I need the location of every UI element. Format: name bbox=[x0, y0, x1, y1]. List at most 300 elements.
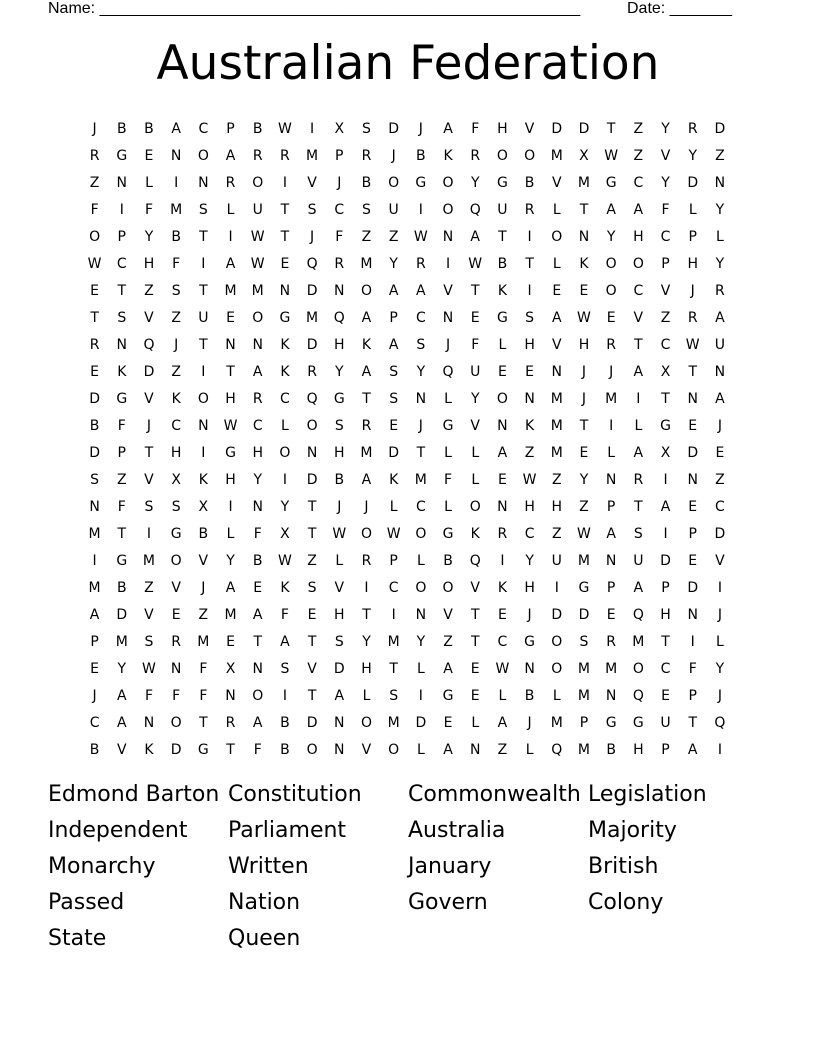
grid-cell: L bbox=[145, 174, 153, 191]
grid-cell: D bbox=[415, 714, 427, 731]
grid-cell: J bbox=[146, 417, 152, 434]
grid-cell: O bbox=[496, 147, 508, 164]
grid-cell: A bbox=[225, 579, 236, 596]
header-line bbox=[48, 0, 748, 20]
grid-cell: I bbox=[554, 579, 559, 596]
grid-cell: S bbox=[198, 201, 208, 218]
word-list-item: Parliament bbox=[228, 818, 347, 844]
grid-cell: I bbox=[282, 471, 287, 488]
grid-cell: O bbox=[632, 660, 644, 677]
grid-cell: S bbox=[416, 336, 426, 353]
grid-cell: K bbox=[280, 579, 290, 596]
grid-cell: H bbox=[551, 498, 563, 515]
grid-cell: T bbox=[199, 336, 208, 353]
grid-cell: D bbox=[89, 390, 100, 407]
grid-cell: Z bbox=[579, 498, 589, 515]
grid-cell: T bbox=[661, 633, 670, 650]
grid-cell: A bbox=[225, 255, 236, 272]
grid-cell: V bbox=[361, 741, 372, 758]
grid-cell: A bbox=[116, 687, 127, 704]
grid-cell: Y bbox=[606, 228, 616, 245]
grid-cell: A bbox=[388, 282, 399, 299]
grid-cell: F bbox=[688, 660, 697, 677]
grid-cell: D bbox=[714, 120, 726, 137]
grid-cell: R bbox=[633, 471, 644, 488]
grid-cell: Y bbox=[144, 228, 154, 245]
grid-cell: T bbox=[688, 714, 697, 731]
grid-cell: T bbox=[389, 660, 398, 677]
grid-cell: P bbox=[389, 552, 398, 569]
grid-cell: O bbox=[252, 174, 264, 191]
grid-cell: B bbox=[252, 552, 263, 569]
grid-cell: N bbox=[116, 336, 128, 353]
grid-cell: H bbox=[633, 228, 644, 245]
grid-cell: B bbox=[144, 120, 154, 137]
grid-cell: O bbox=[442, 201, 454, 218]
grid-cell: M bbox=[306, 147, 319, 164]
grid-cell: I bbox=[92, 552, 97, 569]
grid-cell: R bbox=[687, 120, 698, 137]
grid-cell: D bbox=[687, 444, 699, 461]
grid-cell: L bbox=[335, 552, 344, 569]
grid-cell: R bbox=[606, 633, 617, 650]
grid-cell: T bbox=[199, 282, 208, 299]
grid-cell: U bbox=[388, 201, 399, 218]
grid-cell: O bbox=[360, 714, 372, 731]
grid-cell: G bbox=[442, 687, 454, 704]
grid-cell: V bbox=[660, 147, 671, 164]
grid-cell: V bbox=[470, 417, 480, 434]
grid-cell: L bbox=[444, 444, 452, 461]
grid-cell: J bbox=[527, 714, 532, 731]
word-list-item: Written bbox=[228, 853, 309, 879]
grid-cell: Z bbox=[388, 228, 399, 245]
grid-cell: D bbox=[170, 741, 182, 758]
grid-cell: Z bbox=[307, 552, 317, 569]
grid-cell: U bbox=[470, 363, 481, 380]
grid-cell: H bbox=[361, 660, 372, 677]
grid-cell: F bbox=[444, 471, 453, 488]
grid-cell: S bbox=[362, 201, 371, 218]
grid-cell: X bbox=[171, 471, 181, 488]
grid-cell: A bbox=[633, 444, 644, 461]
grid-cell: M bbox=[550, 417, 563, 434]
grid-cell: D bbox=[578, 120, 590, 137]
grid-cell: P bbox=[117, 444, 126, 461]
grid-cell: H bbox=[633, 741, 644, 758]
grid-cell: P bbox=[389, 309, 398, 326]
grid-cell: D bbox=[306, 282, 318, 299]
grid-cell: R bbox=[252, 390, 263, 407]
grid-cell: A bbox=[715, 390, 725, 407]
grid-cell: N bbox=[605, 552, 617, 569]
grid-cell: B bbox=[524, 687, 535, 704]
grid-cell: C bbox=[660, 336, 671, 353]
grid-cell: I bbox=[636, 390, 641, 407]
grid-cell: E bbox=[579, 444, 589, 461]
grid-cell: F bbox=[280, 606, 289, 623]
grid-cell: A bbox=[715, 309, 725, 326]
grid-cell: V bbox=[551, 336, 562, 353]
grid-cell: R bbox=[225, 174, 236, 191]
grid-cell: E bbox=[497, 606, 507, 623]
grid-cell: S bbox=[389, 363, 399, 380]
grid-cell: O bbox=[551, 228, 563, 245]
grid-cell: X bbox=[660, 444, 671, 461]
grid-cell: K bbox=[470, 525, 480, 542]
grid-cell: Q bbox=[143, 336, 155, 353]
grid-cell: A bbox=[252, 363, 263, 380]
grid-cell: O bbox=[360, 282, 372, 299]
grid-cell: S bbox=[171, 282, 181, 299]
grid-cell: L bbox=[498, 687, 507, 704]
grid-cell: O bbox=[388, 741, 400, 758]
grid-cell: Z bbox=[660, 309, 671, 326]
grid-cell: B bbox=[116, 120, 127, 137]
grid-cell: T bbox=[199, 228, 208, 245]
grid-cell: R bbox=[171, 633, 182, 650]
grid-cell: J bbox=[364, 498, 369, 515]
grid-cell: M bbox=[550, 714, 563, 731]
grid-cell: G bbox=[170, 525, 182, 542]
grid-cell: R bbox=[361, 417, 372, 434]
grid-cell: J bbox=[527, 606, 532, 623]
grid-cell: F bbox=[335, 228, 344, 245]
grid-cell: F bbox=[144, 201, 153, 218]
grid-cell: L bbox=[552, 687, 561, 704]
grid-cell: F bbox=[172, 687, 181, 704]
grid-cell: G bbox=[605, 174, 617, 191]
grid-cell: Q bbox=[714, 714, 726, 731]
grid-cell: M bbox=[387, 714, 400, 731]
grid-cell: Z bbox=[443, 633, 453, 650]
grid-cell: P bbox=[90, 633, 99, 650]
grid-cell: I bbox=[717, 579, 722, 596]
grid-cell: N bbox=[143, 714, 155, 731]
grid-cell: C bbox=[334, 201, 345, 218]
grid-cell: E bbox=[226, 309, 235, 326]
grid-cell: R bbox=[225, 714, 236, 731]
grid-cell: A bbox=[388, 336, 399, 353]
grid-cell: P bbox=[688, 228, 697, 245]
grid-cell: F bbox=[471, 120, 480, 137]
grid-cell: G bbox=[605, 714, 617, 731]
grid-cell: R bbox=[361, 147, 372, 164]
grid-cell: R bbox=[415, 255, 426, 272]
grid-cell: E bbox=[552, 282, 562, 299]
grid-cell: M bbox=[632, 633, 645, 650]
grid-cell: O bbox=[524, 147, 536, 164]
grid-cell: T bbox=[661, 390, 670, 407]
grid-cell: G bbox=[660, 417, 671, 434]
grid-cell: L bbox=[389, 498, 398, 515]
grid-cell: Y bbox=[335, 363, 344, 380]
grid-cell: E bbox=[90, 282, 100, 299]
grid-cell: G bbox=[524, 633, 536, 650]
grid-cell: T bbox=[634, 498, 643, 515]
grid-cell: V bbox=[633, 309, 644, 326]
grid-cell: O bbox=[469, 498, 481, 515]
grid-cell: A bbox=[443, 741, 453, 758]
word-list-item: Constitution bbox=[228, 782, 362, 808]
grid-cell: E bbox=[497, 363, 507, 380]
grid-cell: R bbox=[307, 363, 317, 380]
grid-cell: H bbox=[170, 444, 182, 461]
grid-cell: V bbox=[116, 741, 127, 758]
grid-cell: A bbox=[416, 282, 426, 299]
grid-cell: I bbox=[201, 363, 206, 380]
grid-cell: O bbox=[496, 390, 508, 407]
grid-cell: Y bbox=[661, 120, 670, 137]
grid-cell: T bbox=[117, 525, 127, 542]
grid-cell: V bbox=[470, 579, 480, 596]
grid-cell: B bbox=[606, 741, 616, 758]
grid-cell: A bbox=[497, 444, 508, 461]
grid-cell: R bbox=[89, 147, 100, 164]
grid-cell: Z bbox=[524, 444, 535, 461]
grid-cell: N bbox=[469, 741, 481, 758]
grid-cell: C bbox=[660, 228, 671, 245]
grid-cell: V bbox=[524, 120, 535, 137]
word-list-item: Monarchy bbox=[48, 853, 156, 879]
grid-cell: A bbox=[443, 120, 453, 137]
grid-cell: M bbox=[306, 309, 319, 326]
grid-cell: Q bbox=[551, 741, 563, 758]
grid-cell: J bbox=[310, 228, 315, 245]
grid-cell: O bbox=[605, 282, 617, 299]
grid-cell: Z bbox=[551, 471, 562, 488]
grid-cell: N bbox=[551, 363, 563, 380]
grid-cell: V bbox=[144, 309, 154, 326]
grid-cell: B bbox=[252, 120, 263, 137]
grid-cell: M bbox=[550, 444, 563, 461]
grid-cell: J bbox=[92, 120, 97, 137]
grid-cell: N bbox=[89, 498, 100, 515]
grid-cell: L bbox=[281, 417, 289, 434]
grid-cell: N bbox=[714, 363, 726, 380]
grid-cell: Z bbox=[551, 525, 562, 542]
grid-cell: Y bbox=[389, 255, 398, 272]
grid-cell: Z bbox=[198, 606, 209, 623]
grid-cell: R bbox=[606, 336, 617, 353]
grid-cell: V bbox=[144, 471, 154, 488]
grid-cell: H bbox=[660, 606, 671, 623]
grid-cell: O bbox=[279, 444, 291, 461]
grid-cell: E bbox=[226, 633, 235, 650]
grid-cell: H bbox=[524, 579, 535, 596]
letter-grid bbox=[81, 115, 734, 763]
grid-cell: V bbox=[660, 282, 671, 299]
grid-cell: J bbox=[418, 120, 423, 137]
grid-cell: F bbox=[199, 660, 208, 677]
grid-cell: T bbox=[307, 633, 317, 650]
grid-cell: K bbox=[280, 363, 290, 380]
grid-cell: T bbox=[498, 228, 507, 245]
word-list-item: Colony bbox=[588, 889, 664, 915]
grid-cell: C bbox=[116, 255, 127, 272]
grid-cell: V bbox=[198, 552, 209, 569]
grid-cell: W bbox=[250, 228, 265, 245]
grid-cell: G bbox=[279, 309, 291, 326]
grid-cell: S bbox=[90, 471, 100, 488]
grid-cell: T bbox=[579, 201, 589, 218]
grid-cell: F bbox=[117, 417, 126, 434]
grid-cell: Q bbox=[469, 552, 481, 569]
grid-cell: W bbox=[87, 255, 102, 272]
grid-cell: I bbox=[418, 687, 423, 704]
grid-cell: Q bbox=[442, 363, 454, 380]
grid-cell: R bbox=[715, 282, 725, 299]
grid-cell: T bbox=[470, 606, 480, 623]
grid-cell: E bbox=[144, 147, 154, 164]
grid-cell: G bbox=[116, 147, 128, 164]
grid-cell: S bbox=[280, 660, 290, 677]
grid-cell: H bbox=[524, 336, 535, 353]
grid-cell: W bbox=[277, 552, 292, 569]
grid-cell: R bbox=[497, 525, 508, 542]
grid-cell: K bbox=[443, 147, 453, 164]
grid-cell: V bbox=[144, 390, 154, 407]
grid-cell: C bbox=[497, 633, 508, 650]
word-list-item: Commonwealth bbox=[408, 782, 581, 808]
grid-cell: E bbox=[307, 606, 317, 623]
grid-cell: E bbox=[688, 552, 698, 569]
grid-cell: Q bbox=[632, 606, 644, 623]
grid-cell: N bbox=[714, 174, 726, 191]
grid-cell: L bbox=[607, 444, 616, 461]
grid-cell: T bbox=[280, 201, 290, 218]
grid-cell: T bbox=[307, 525, 317, 542]
grid-cell: A bbox=[551, 309, 562, 326]
grid-cell: M bbox=[577, 741, 591, 758]
grid-cell: C bbox=[660, 660, 671, 677]
grid-cell: Z bbox=[144, 579, 154, 596]
grid-cell: C bbox=[415, 309, 426, 326]
grid-cell: U bbox=[198, 309, 209, 326]
grid-cell: T bbox=[579, 417, 589, 434]
grid-cell: M bbox=[360, 255, 373, 272]
grid-cell: U bbox=[714, 336, 726, 353]
grid-cell: N bbox=[605, 687, 617, 704]
grid-cell: D bbox=[578, 606, 590, 623]
grid-cell: H bbox=[334, 336, 345, 353]
grid-cell: O bbox=[632, 255, 644, 272]
grid-cell: M bbox=[605, 390, 618, 407]
grid-cell: O bbox=[388, 174, 400, 191]
grid-cell: E bbox=[606, 309, 616, 326]
grid-cell: K bbox=[198, 471, 208, 488]
grid-cell: C bbox=[252, 417, 263, 434]
grid-cell: O bbox=[415, 579, 427, 596]
grid-cell: C bbox=[633, 174, 644, 191]
grid-cell: F bbox=[253, 525, 262, 542]
grid-cell: O bbox=[306, 741, 318, 758]
grid-cell: F bbox=[253, 741, 262, 758]
grid-cell: T bbox=[307, 498, 317, 515]
grid-cell: L bbox=[226, 525, 235, 542]
word-list-item: January bbox=[408, 853, 492, 879]
grid-cell: N bbox=[687, 606, 698, 623]
grid-cell: T bbox=[117, 282, 127, 299]
grid-cell: P bbox=[606, 579, 616, 596]
grid-cell: R bbox=[280, 147, 290, 164]
grid-cell: H bbox=[687, 255, 698, 272]
grid-cell: M bbox=[577, 552, 591, 569]
grid-cell: J bbox=[581, 390, 587, 407]
grid-cell: H bbox=[578, 336, 590, 353]
grid-cell: Y bbox=[253, 471, 262, 488]
grid-cell: P bbox=[688, 525, 697, 542]
grid-cell: K bbox=[280, 336, 290, 353]
grid-cell: F bbox=[471, 336, 480, 353]
grid-cell: O bbox=[89, 228, 101, 245]
grid-cell: Y bbox=[470, 174, 480, 191]
grid-cell: J bbox=[717, 687, 722, 704]
grid-cell: V bbox=[443, 606, 453, 623]
word-list bbox=[48, 777, 768, 956]
grid-cell: I bbox=[418, 201, 423, 218]
grid-cell: S bbox=[117, 309, 127, 326]
grid-cell: N bbox=[170, 147, 182, 164]
grid-cell: Z bbox=[633, 147, 644, 164]
grid-cell: N bbox=[225, 687, 236, 704]
grid-cell: J bbox=[337, 498, 342, 515]
grid-cell: V bbox=[334, 579, 345, 596]
grid-cell: B bbox=[89, 741, 100, 758]
grid-cell: A bbox=[606, 525, 616, 542]
grid-cell: L bbox=[471, 714, 480, 731]
grid-cell: I bbox=[663, 471, 668, 488]
grid-cell: V bbox=[715, 552, 725, 569]
grid-cell: C bbox=[415, 498, 426, 515]
grid-cell: N bbox=[252, 660, 263, 677]
grid-cell: M bbox=[387, 633, 400, 650]
grid-cell: W bbox=[468, 255, 483, 272]
grid-cell: I bbox=[364, 579, 369, 596]
grid-cell: N bbox=[605, 471, 617, 488]
grid-cell: H bbox=[252, 444, 263, 461]
grid-cell: L bbox=[226, 201, 235, 218]
grid-cell: O bbox=[252, 687, 264, 704]
grid-cell: T bbox=[307, 687, 317, 704]
grid-cell: I bbox=[174, 174, 179, 191]
grid-cell: L bbox=[552, 255, 561, 272]
grid-cell: P bbox=[661, 255, 670, 272]
grid-cell: A bbox=[361, 471, 372, 488]
grid-cell: B bbox=[171, 228, 181, 245]
grid-cell: T bbox=[525, 255, 534, 272]
grid-cell: C bbox=[171, 417, 182, 434]
grid-cell: U bbox=[551, 552, 562, 569]
grid-cell: E bbox=[470, 660, 480, 677]
grid-cell: J bbox=[201, 579, 206, 596]
grid-cell: I bbox=[527, 228, 532, 245]
grid-cell: W bbox=[277, 120, 292, 137]
grid-cell: Y bbox=[416, 633, 426, 650]
grid-cell: J bbox=[690, 282, 695, 299]
grid-cell: N bbox=[334, 741, 345, 758]
grid-cell: D bbox=[551, 120, 563, 137]
grid-cell: F bbox=[661, 201, 670, 218]
grid-cell: H bbox=[524, 498, 535, 515]
grid-cell: W bbox=[577, 309, 591, 326]
grid-cell: N bbox=[442, 309, 454, 326]
grid-cell: N bbox=[497, 498, 508, 515]
grid-cell: U bbox=[497, 201, 508, 218]
grid-cell: G bbox=[333, 390, 345, 407]
grid-cell: U bbox=[252, 201, 263, 218]
word-list-item: British bbox=[588, 853, 659, 879]
